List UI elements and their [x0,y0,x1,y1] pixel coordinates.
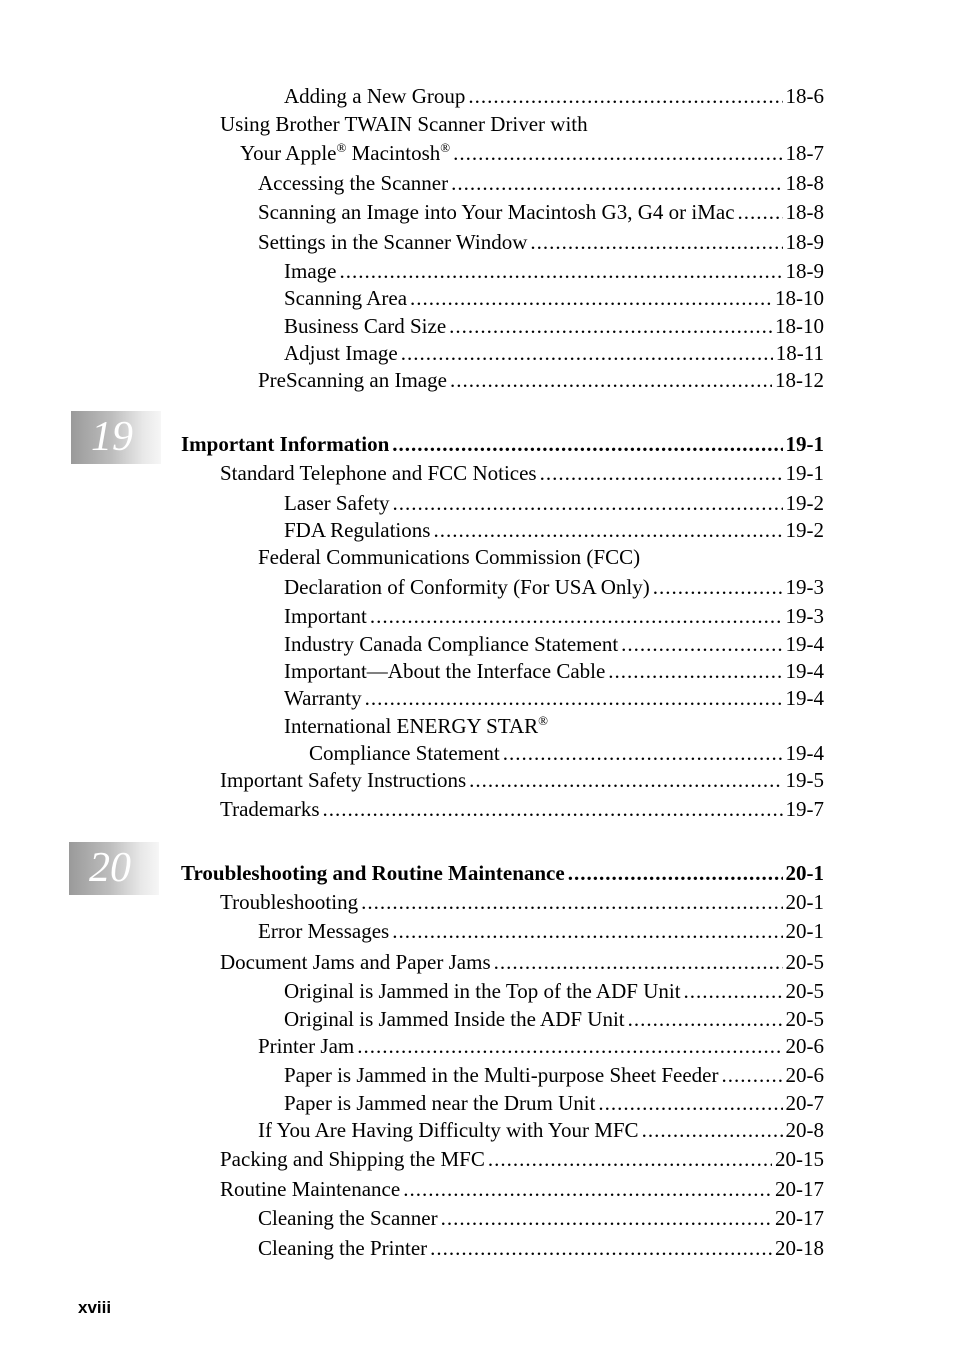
toc-title: Troubleshooting and Routine Maintenance [181,861,565,885]
toc-title: Document Jams and Paper Jams [220,950,491,974]
toc-title: Important [284,604,367,628]
toc-title: Accessing the Scanner [258,171,449,195]
toc-entry[interactable] [220,950,824,974]
toc-leader [608,659,782,683]
chapter-20-tab [69,842,159,895]
toc-entry[interactable] [284,491,824,515]
toc-leader [449,314,772,338]
toc-entry[interactable] [284,575,824,599]
toc-leader [410,286,772,310]
toc-entry[interactable] [284,341,824,365]
toc-entry[interactable] [284,84,824,108]
toc-leader [430,1236,772,1260]
toc-page: 20-15 [775,1147,824,1171]
toc-leader [598,1091,782,1115]
toc-title: Federal Communications Commission (FCC) [258,545,641,569]
toc-entry[interactable] [258,200,824,224]
toc-entry[interactable] [258,368,824,392]
toc-page: 20-5 [785,1007,824,1031]
toc-page: 19-4 [785,741,824,765]
chapter-20-number: 20 [89,845,131,891]
toc-entry[interactable] [258,1236,824,1260]
toc-leader [628,1007,783,1031]
toc-leader [365,686,783,710]
toc-page: 19-4 [785,632,824,656]
toc-entry[interactable] [309,741,824,765]
toc-leader [684,979,783,1003]
toc-entry[interactable] [284,604,824,628]
registered-mark: ® [538,713,549,728]
toc-title: Packing and Shipping the MFC [220,1147,485,1171]
toc-leader [339,259,782,283]
toc-page: 19-3 [785,604,824,628]
toc-leader [488,1147,772,1171]
toc-entry[interactable] [284,1063,824,1087]
toc-leader [361,890,782,914]
toc-chapter-entry[interactable] [181,861,824,885]
toc-entry[interactable] [258,230,824,254]
toc-page: 20-17 [775,1177,824,1201]
toc-entry[interactable] [284,659,824,683]
toc-page: 20-8 [785,1118,824,1142]
toc-title: Image [284,259,337,283]
toc-entry[interactable] [284,632,824,656]
toc-page: 19-4 [785,659,824,683]
toc-leader [530,230,782,254]
toc-page: 18-6 [785,84,824,108]
toc-entry[interactable] [284,1091,824,1115]
toc-title: Compliance Statement [309,741,500,765]
toc-title: Important—About the Interface Cable [284,659,606,683]
toc-title: Scanning an Image into Your Macintosh G3, G4 or iMac [258,200,735,224]
toc-page: 18-12 [775,368,824,392]
toc-leader [450,368,772,392]
toc-entry[interactable] [220,797,824,821]
toc-page: 20-7 [785,1091,824,1115]
toc-title: Standard Telephone and FCC Notices [220,461,537,485]
toc-entry[interactable] [258,1034,824,1058]
page-number: xviii [78,1298,112,1317]
toc-leader [621,632,782,656]
toc-page: 18-9 [785,230,824,254]
toc-entry[interactable] [258,545,824,569]
toc-entry[interactable] [284,286,824,310]
toc-page: 18-8 [785,171,824,195]
toc-page: 20-6 [785,1063,824,1087]
toc-page: 18-9 [785,259,824,283]
toc-title: Industry Canada Compliance Statement [284,632,619,656]
toc-leader [441,1206,772,1230]
toc-leader [323,797,783,821]
toc-entry[interactable] [284,518,824,542]
toc-entry[interactable] [284,259,824,283]
toc-title: Error Messages [258,919,390,943]
toc-title: Important Safety Instructions [220,768,467,792]
toc-entry[interactable] [220,112,824,136]
toc-title: Adding a New Group [284,84,466,108]
toc-entry[interactable] [258,919,824,943]
toc-page: 19-1 [785,461,824,485]
toc-leader [393,491,783,515]
toc-entry[interactable] [284,714,824,738]
toc-title: Printer Jam [258,1034,355,1058]
toc-page: 18-10 [775,286,824,310]
toc-title-part: International ENERGY STAR [284,714,539,738]
toc-entry[interactable] [220,1147,824,1171]
toc-title: Scanning Area [284,286,408,310]
toc-leader [433,518,782,542]
toc-leader [653,575,783,599]
toc-entry[interactable] [284,1007,824,1031]
toc-leader [468,84,782,108]
toc-page: 18-11 [775,341,824,365]
toc-leader [401,341,773,365]
toc-title: Cleaning the Scanner [258,1206,438,1230]
toc-page: 19-3 [785,575,824,599]
toc-leader [403,1177,772,1201]
toc-page: 20-1 [785,919,824,943]
toc-title: Troubleshooting [220,890,359,914]
toc-entry[interactable] [220,768,824,792]
toc-entry[interactable] [284,686,824,710]
toc-entry[interactable] [240,141,824,165]
toc-leader [469,768,782,792]
toc-entry[interactable] [258,1206,824,1230]
toc-title: Using Brother TWAIN Scanner Driver with [220,112,588,136]
toc-leader [451,171,782,195]
toc-title: Business Card Size [284,314,447,338]
toc-title [240,141,450,165]
toc-title: Warranty [284,686,362,710]
toc-chapter-entry[interactable] [181,432,824,456]
toc-page: 20-1 [785,890,824,914]
toc-leader [738,200,783,224]
toc-leader [392,432,782,456]
toc-entry[interactable] [258,171,824,195]
toc-title: Paper is Jammed in the Multi-purpose Sheet Feeder [284,1063,719,1087]
toc-leader [642,1118,783,1142]
toc-title: Routine Maintenance [220,1177,401,1201]
toc-page: 19-1 [785,432,824,456]
toc-leader [568,861,783,885]
toc-page: 20-6 [785,1034,824,1058]
toc-page: 18-7 [785,141,824,165]
toc-page: 20-5 [785,950,824,974]
toc-page: 19-4 [785,686,824,710]
toc-title: Settings in the Scanner Window [258,230,528,254]
toc-leader [357,1034,782,1058]
chapter-19-tab [71,411,161,464]
toc-page: 18-10 [775,314,824,338]
toc-title: Paper is Jammed near the Drum Unit [284,1091,596,1115]
toc-leader [540,461,783,485]
chapter-19-number: 19 [91,414,133,460]
toc-title: Cleaning the Printer [258,1236,428,1260]
toc-page: 19-2 [785,518,824,542]
toc-title [284,714,548,738]
toc-entry[interactable] [284,314,824,338]
toc-page: 19-7 [785,797,824,821]
toc-title: Laser Safety [284,491,390,515]
toc-entry[interactable] [284,979,824,1003]
toc-leader [503,741,783,765]
toc-title-part: Macintosh [346,141,441,165]
registered-mark: ® [336,140,347,155]
toc-title: Trademarks [220,797,320,821]
registered-mark: ® [440,140,451,155]
toc-page: 20-1 [785,861,824,885]
toc-entry[interactable] [258,1118,824,1142]
toc-title: Original is Jammed Inside the ADF Unit [284,1007,625,1031]
toc-entry[interactable] [220,890,824,914]
toc-page: 20-18 [775,1236,824,1260]
toc-leader [453,141,782,165]
toc-title-part: Your Apple [240,141,337,165]
toc-entry[interactable] [220,1177,824,1201]
toc-leader [370,604,783,628]
toc-title: Important Information [181,432,390,456]
toc-leader [494,950,783,974]
toc-page: 18-8 [785,200,824,224]
toc-page: 20-17 [775,1206,824,1230]
toc-title: Adjust Image [284,341,398,365]
toc-page: 19-5 [785,768,824,792]
toc-title: FDA Regulations [284,518,431,542]
toc-title: Declaration of Conformity (For USA Only) [284,575,650,599]
toc-page: 19-2 [785,491,824,515]
toc-entry[interactable] [220,461,824,485]
toc-leader [722,1063,783,1087]
toc-title: PreScanning an Image [258,368,447,392]
toc-leader [392,919,782,943]
toc-page: 20-5 [785,979,824,1003]
toc-title: Original is Jammed in the Top of the ADF Unit [284,979,681,1003]
toc-title: If You Are Having Difficulty with Your MFC [258,1118,639,1142]
